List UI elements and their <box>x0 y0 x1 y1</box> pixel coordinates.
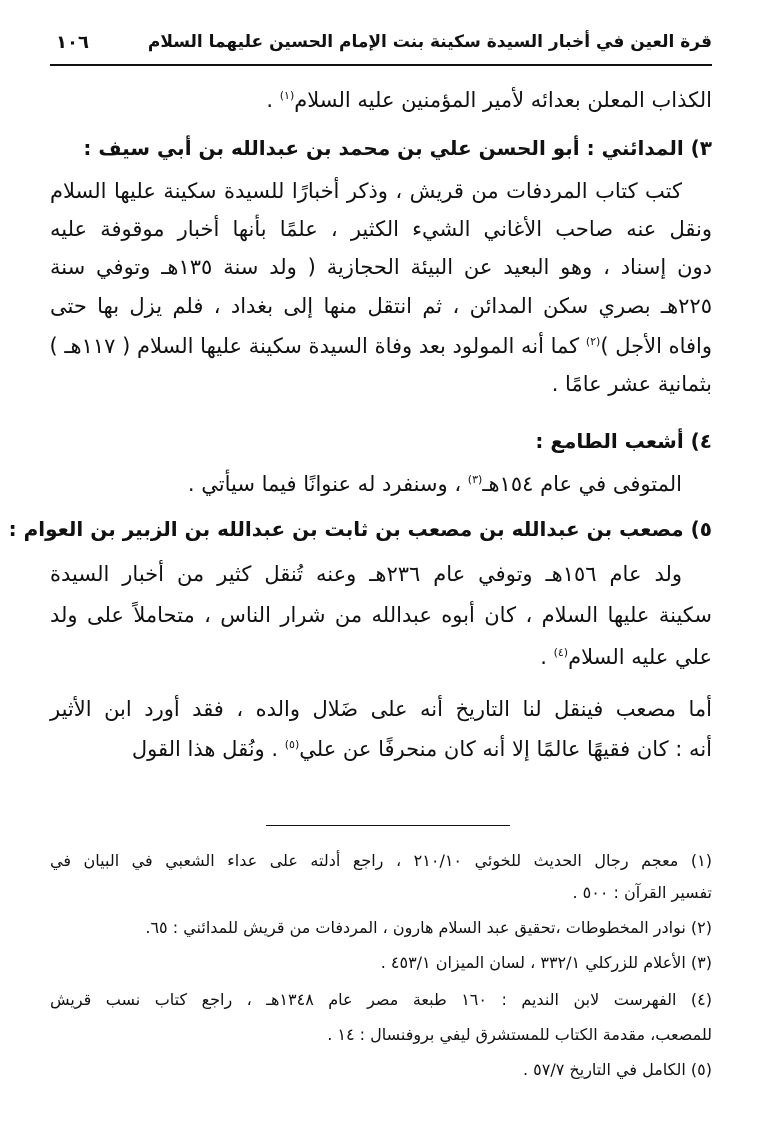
footnote: (٤) الفهرست لابن النديم : ١٦٠ طبعة مصر عام ١٣٤٨هـ ، راجع كتاب نسب قريش <box>50 990 712 1009</box>
footnote: (١) معجم رجال الحديث للخوئي ٢١٠/١٠ ، راجع أدلته على عداء الشعبي في البيان في <box>50 851 712 870</box>
body-line: كتب كتاب المردفات من قريش ، وذكر أخبارًا للسيدة سكينة عليها السلام <box>50 179 682 203</box>
body-line: ونقل عنه صاحب الأغاني الشيء الكثير ، علمًا بأنها أخبار موقوفة عليه <box>50 217 712 241</box>
footnote: للمصعب، مقدمة الكتاب للمستشرق ليفي بروفنسال : ١٤ . <box>327 1025 712 1044</box>
page-number: ١٠٦ <box>56 32 89 53</box>
footnote: تفسير القرآن : ٥٠٠ . <box>572 883 712 902</box>
body-line: دون إسناد ، وهو البعيد عن البيئة الحجازية ( ولد سنة ١٣٥هـ وتوفي سنة <box>50 255 712 279</box>
footnote: (٥) الكامل في التاريخ ٥٧/٧ . <box>522 1060 712 1079</box>
body-line: أما مصعب فينقل لنا التاريخ أنه على ضَلال والده ، فقد أورد ابن الأثير <box>50 697 712 721</box>
section-heading: ٣) المدائني : أبو الحسن علي بن محمد بن عبدالله بن أبي سيف : <box>83 136 712 160</box>
footnote: (٢) نوادر المخطوطات ،تحقيق عبد السلام هارون ، المردفات من قريش للمدائني : ٦٥. <box>145 918 712 937</box>
body-line: الكذاب المعلن بعدائه لأمير المؤمنين عليه السلام$^{(١)}$ . <box>266 88 712 112</box>
body-line: ولد عام ١٥٦هـ وتوفي عام ٢٣٦هـ وعنه تُنقل كثير من أخبار السيدة <box>50 562 683 586</box>
body-line: بثمانية عشر عامًا . <box>551 372 712 396</box>
footnote-ref: (٢) <box>585 335 601 348</box>
footnote-ref: (٥) <box>284 738 300 751</box>
footnote-separator <box>266 825 510 826</box>
footnote-ref: (٣) <box>467 473 483 486</box>
body-line: أنه : كان فقيهًا عالمًا إلا أنه كان منحرفًا عن علي$^{(٥)}$ . ونُقل هذا القول <box>131 737 712 761</box>
footnote: (٣) الأعلام للزركلي ٣٣٢/١ ، لسان الميزان ٤٥٣/١ . <box>380 953 712 972</box>
body-line: سكينة عليها السلام ، كان أبوه عبدالله من شرار الناس ، متحاملاً على ولد <box>50 603 712 627</box>
body-line: المتوفى في عام ١٥٤هـ$^{(٣)}$ ، وسنفرد له عنوانًا فيما سيأتي . <box>187 472 682 496</box>
section-heading: ٤) أشعب الطامع : <box>535 429 712 453</box>
body-line: ٢٢٥هـ بصري سكن المدائن ، ثم انتقل منها إلى بغداد ، فلم يزل بها حتى <box>50 294 712 318</box>
body-line: وافاه الأجل )$^{(٢)}$ كما أنه المولود بعد وفاة السيدة سكينة عليها السلام ( ١١٧هـ ) <box>49 334 712 358</box>
footnote-ref: (٤) <box>553 646 569 659</box>
footnote-ref: (١) <box>279 89 295 102</box>
running-header <box>50 30 712 66</box>
section-heading: ٥) مصعب بن عبدالله بن مصعب بن ثابت بن عبدالله بن الزبير بن العوام : <box>8 517 712 541</box>
body-line: علي عليه السلام$^{(٤)}$ . <box>540 645 712 669</box>
header-title: قرة العين في أخبار السيدة سكينة بنت الإمام الحسين عليهما السلام <box>147 32 712 52</box>
